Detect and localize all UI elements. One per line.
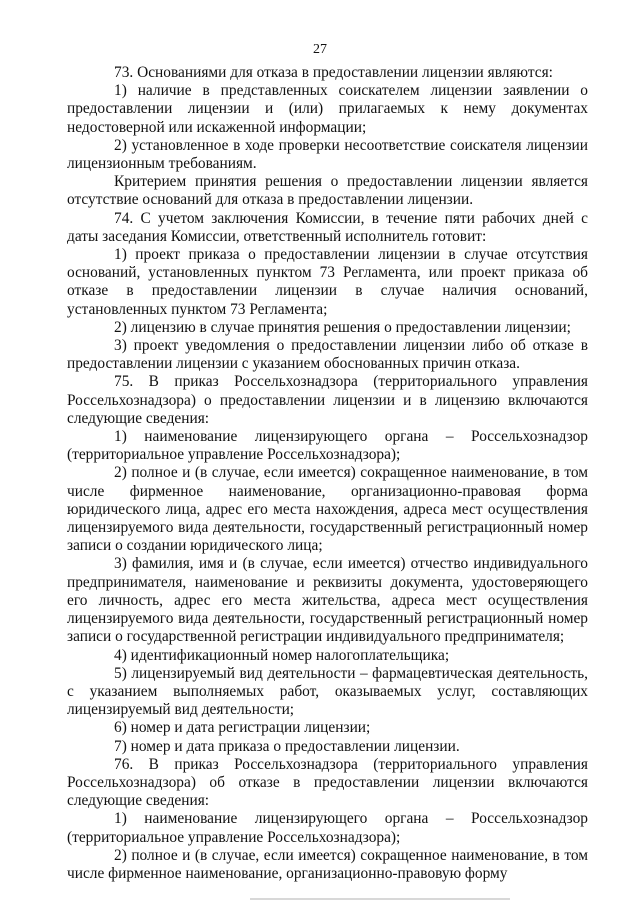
paragraph-73: 73. Основаниями для отказа в предоставлении лицензии являются: bbox=[114, 64, 553, 81]
paragraph-75-item-4: 4) идентификационный номер налогоплательщика; bbox=[114, 646, 450, 664]
paragraph-73-item-2: 2) установленное в ходе проверки несоответствие соискателя лицензии лицензионным требованиям. bbox=[67, 136, 588, 173]
paragraph-73-item-1: 1) наличие в представленных соискателем лицензии заявлении о предоставлении лицензии и (или) прилагаемых к нему документах недостоверной или искаженной информации; bbox=[67, 82, 588, 136]
paragraph-76-item-1: 1) наименование лицензирующего органа – Россельхознадзор (территориальное управление Россельхознадзора); bbox=[67, 810, 588, 846]
paragraph-75-item-6: 6) номер и дата регистрации лицензии; bbox=[114, 719, 371, 737]
paragraph-76: 76. В приказ Россельхознадзора (территориального управления Россельхознадзора) об отказе в предоставлении лицензии включаются следующие сведения: bbox=[67, 755, 588, 810]
paragraph-75-item-1: 1) наименование лицензирующего органа – Россельхознадзор (территориальное управление Россельхознадзора); bbox=[67, 428, 588, 464]
paragraph-75-item-3: 3) фамилия, имя и (в случае, если имеется) отчество индивидуального предпринимателя, наименование и реквизиты документа, удостоверяющего его личность, адрес его места жительства, адреса мест осуществления лицензируемого вида деятельности, государственный регистрационный номер записи о государственной регистрации индивидуального предпринимателя; bbox=[67, 555, 588, 646]
paragraph-74-item-2: 2) лицензию в случае принятия решения о предоставлении лицензии; bbox=[114, 318, 571, 336]
paragraph-75-item-7: 7) номер и дата приказа о предоставлении лицензии. bbox=[114, 737, 460, 755]
paragraph-73-criterion: Критерием принятия решения о предоставлении лицензии является отсутствие оснований для отказа в предоставлении лицензии. bbox=[67, 173, 588, 209]
paragraph-75: 75. В приказ Россельхознадзора (территориального управления Россельхознадзора) о предоставлении лицензии и в лицензию включаются следующие сведения: bbox=[67, 373, 588, 427]
page-number: 27 bbox=[313, 42, 327, 57]
paragraph-75-item-5: 5) лицензируемый вид деятельности – фармацевтическая деятельность, с указанием выполняемых работ, оказываемых услуг, составляющих лицензируемый вид деятельности; bbox=[67, 664, 588, 719]
paragraph-74: 74. С учетом заключения Комиссии, в течение пяти рабочих дней с даты заседания Комиссии, ответственный исполнитель готовит: bbox=[67, 209, 588, 245]
scan-edge-line bbox=[250, 898, 510, 900]
paragraph-75-item-2: 2) полное и (в случае, если имеется) сокращенное наименование, в том числе фирменное наименование, организационно-правовая форма юридического лица, адрес его места нахождения, адреса мест осуществления лицензируемого вида деятельности, государственный регистрационный номер записи о создании юридического лица; bbox=[67, 464, 588, 555]
paragraph-74-item-3: 3) проект уведомления о предоставлении лицензии либо об отказе в предоставлении лицензии с указанием обоснованных причин отказа. bbox=[67, 337, 588, 373]
paragraph-76-item-2: 2) полное и (в случае, если имеется) сокращенное наименование, в том числе фирменное наименование, организационно-правовую форму bbox=[67, 846, 588, 882]
document-body bbox=[67, 64, 588, 883]
paragraph-74-item-1: 1) проект приказа о предоставлении лицензии в случае отсутствия оснований, установленных пунктом 73 Регламента, или проект приказа об отказе в предоставлении лицензии в случае наличия оснований, установленных пунктом 73 Регламента; bbox=[67, 246, 588, 318]
